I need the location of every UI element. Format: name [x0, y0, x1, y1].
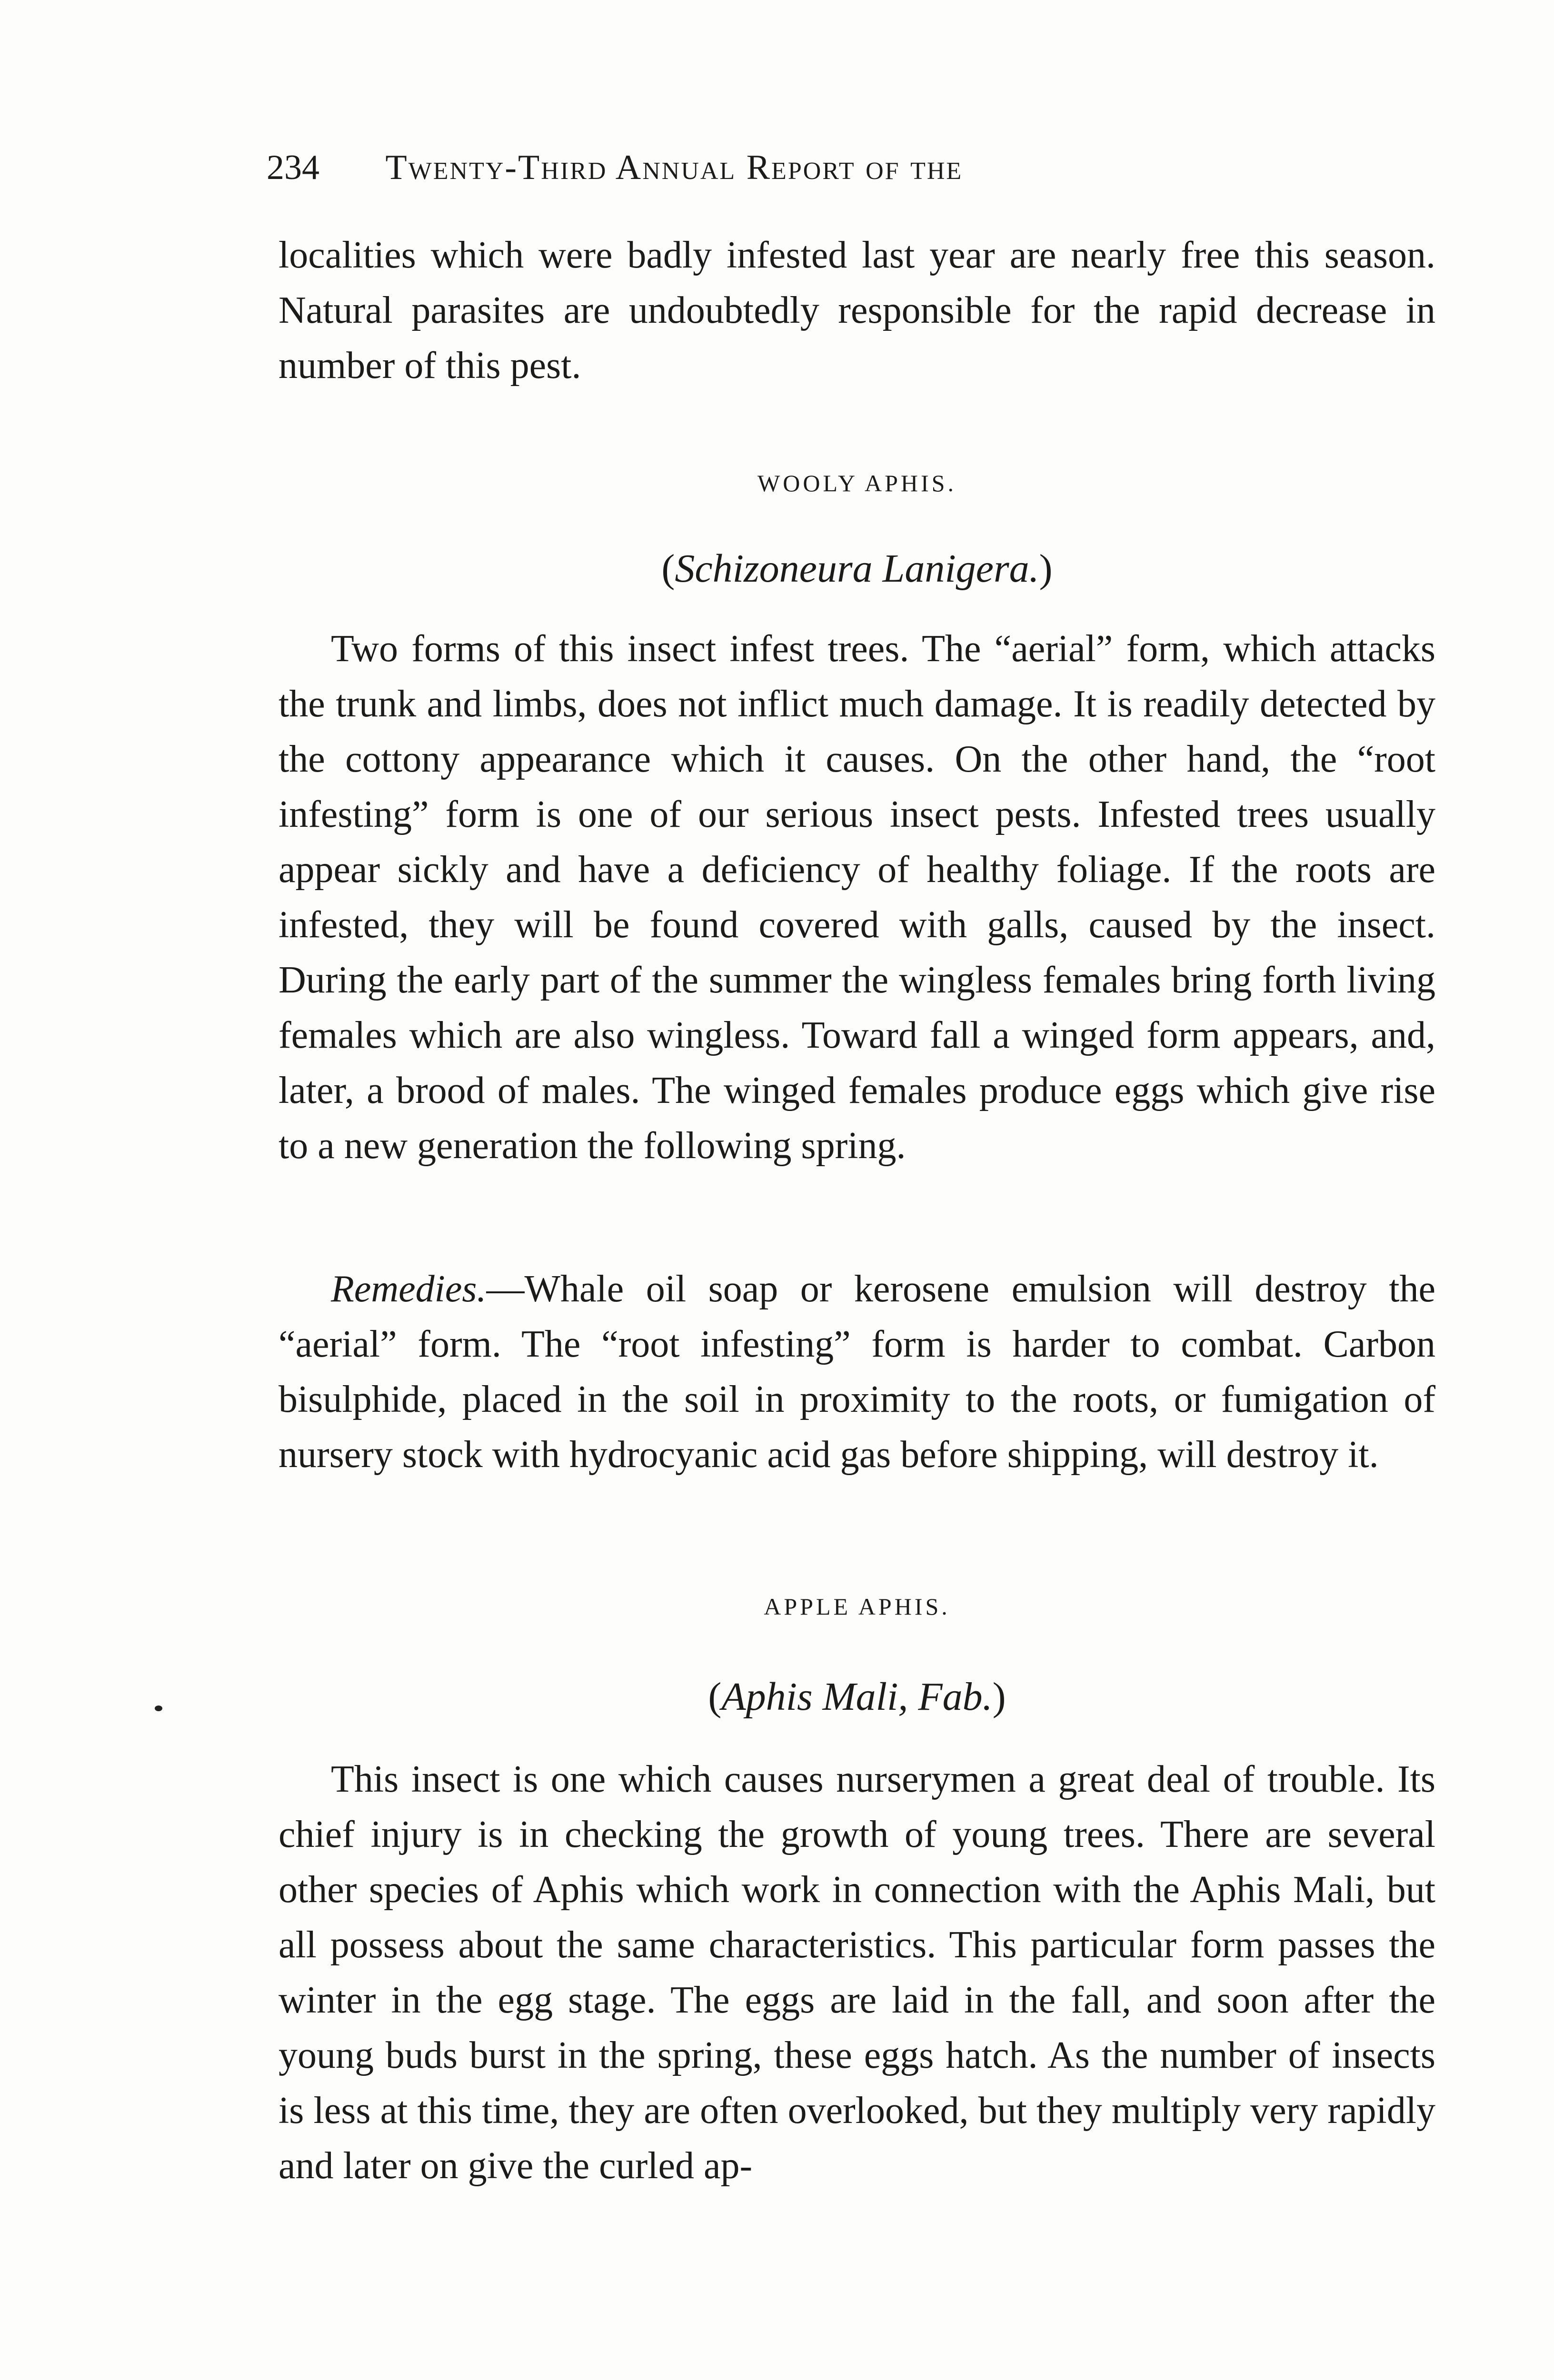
running-head — [267, 139, 1438, 196]
remedies-text: —Whale oil soap or kerosene emulsion will destroy the “aerial” form. The “root infesting” form is harder to combat. Carbon bisulphide, placed in the soil in proximity to the roots, or fumigation of nursery stock with hydrocyanic acid gas before shipping, will destroy it. — [279, 1268, 1435, 1476]
remedies-label: Remedies. — [331, 1268, 487, 1310]
ink-speck — [155, 1706, 162, 1711]
continuation-paragraph — [279, 228, 1435, 393]
wooly-aphis-paragraph: Two forms of this insect infest trees. The “aerial” form, which attacks the trunk and limbs, does not inflict much damage. It is readily detected by the cottony appearance which it causes. On the other hand, the “root infesting” form is one of our serious insect pests. Infested trees usually appear sickly and have a deficiency of healthy foliage. If the roots are infested, they will be found covered with galls, caused by the insect. During the early part of the summer the wingless females bring forth living females which are also wingless. Toward fall a winged form appears, and, later, a brood of males. The winged females produce eggs which give rise to a new generation the following spring. — [279, 628, 1435, 1167]
section-heading-wooly-aphis: WOOLY APHIS. — [757, 470, 956, 496]
remedies-section — [279, 1261, 1435, 1482]
continuation-text: localities which were badly infested last year are nearly free this season. Natural parasites are undoubtedly responsible for the rapid decrease in number of this pest. — [279, 234, 1435, 387]
apple-aphis-paragraph: This insect is one which causes nurserymen a great deal of trouble. Its chief injury is in checking the growth of young trees. There are several other species of Aphis which work in connection with the Aphis Mali, but all possess about the same characteristics. This particular form passes the winter in the egg stage. The eggs are laid in the fall, and soon after the young buds burst in the spring, these eggs hatch. As the number of insects is less at this time, they are often overlooked, but they multiply very rapidly and later on give the curled ap- — [279, 1758, 1435, 2187]
scientific-name-apple-aphis: (Aphis Mali, Fab.) — [708, 1675, 1006, 1719]
section-heading-apple-aphis: APPLE APHIS. — [764, 1593, 950, 1620]
apple-aphis-section — [279, 1752, 1435, 2193]
scientific-name-text: Schizoneura Lanigera. — [675, 546, 1039, 591]
scientific-name-wooly-aphis: (Schizoneura Lanigera.) — [661, 546, 1053, 591]
wooly-aphis-section — [279, 621, 1435, 1173]
running-title: Twenty-Third Annual Report of the — [385, 148, 963, 187]
remedies-paragraph — [279, 1261, 1435, 1482]
page-number: 234 — [267, 148, 319, 187]
scientific-name-text: Aphis Mali, Fab. — [721, 1675, 993, 1719]
